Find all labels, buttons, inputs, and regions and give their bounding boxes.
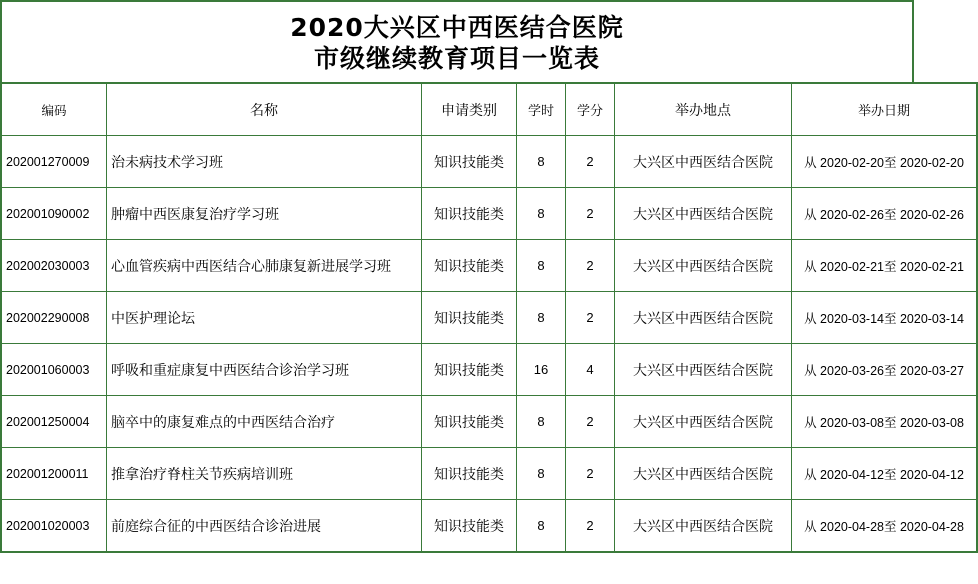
cell-credits: 2 [566,396,615,448]
cell-type: 知识技能类 [422,396,517,448]
cell-type: 知识技能类 [422,292,517,344]
table-row [1,396,977,448]
cell-type: 知识技能类 [422,344,517,396]
cell-type: 知识技能类 [422,500,517,553]
table-row [1,188,977,240]
cell-place: 大兴区中西医结合医院 [615,240,792,292]
cell-place: 大兴区中西医结合医院 [615,136,792,188]
cell-code: 202002290008 [1,292,107,344]
courses-table [0,82,978,553]
cell-code: 202001090002 [1,188,107,240]
cell-name: 推拿治疗脊柱关节疾病培训班 [107,448,422,500]
cell-name: 脑卒中的康复难点的中西医结合治疗 [107,396,422,448]
cell-place: 大兴区中西医结合医院 [615,500,792,553]
column-header-name: 名称 [107,83,422,136]
table-row [1,344,977,396]
cell-name: 中医护理论坛 [107,292,422,344]
column-header-credits: 学分 [566,83,615,136]
cell-hours: 8 [517,448,566,500]
cell-code: 202001060003 [1,344,107,396]
column-header-hours: 学时 [517,83,566,136]
cell-date: 从 2020-02-21至 2020-02-21 [792,240,978,292]
cell-credits: 2 [566,136,615,188]
page-title-line-2: 市级继续教育项目一览表 [313,44,600,73]
cell-date: 从 2020-04-28至 2020-04-28 [792,500,978,553]
cell-code: 202002030003 [1,240,107,292]
cell-hours: 8 [517,292,566,344]
cell-date: 从 2020-02-26至 2020-02-26 [792,188,978,240]
table-body [1,136,977,553]
cell-credits: 2 [566,448,615,500]
cell-hours: 8 [517,240,566,292]
cell-name: 治未病技术学习班 [107,136,422,188]
cell-name: 心血管疾病中西医结合心肺康复新进展学习班 [107,240,422,292]
cell-name: 前庭综合征的中西医结合诊治进展 [107,500,422,553]
table-row [1,240,977,292]
cell-place: 大兴区中西医结合医院 [615,344,792,396]
cell-place: 大兴区中西医结合医院 [615,292,792,344]
document-title-block [0,0,914,82]
cell-credits: 2 [566,500,615,553]
cell-hours: 8 [517,136,566,188]
cell-place: 大兴区中西医结合医院 [615,448,792,500]
column-header-code: 编码 [1,83,107,136]
cell-code: 202001020003 [1,500,107,553]
cell-date: 从 2020-02-20至 2020-02-20 [792,136,978,188]
table-row [1,500,977,553]
table-header [1,83,977,136]
cell-type: 知识技能类 [422,188,517,240]
cell-code: 202001200011 [1,448,107,500]
cell-place: 大兴区中西医结合医院 [615,396,792,448]
cell-date: 从 2020-03-26至 2020-03-27 [792,344,978,396]
cell-credits: 4 [566,344,615,396]
cell-name: 呼吸和重症康复中西医结合诊治学习班 [107,344,422,396]
cell-name: 肿瘤中西医康复治疗学习班 [107,188,422,240]
cell-code: 202001270009 [1,136,107,188]
cell-hours: 8 [517,188,566,240]
table-row [1,292,977,344]
cell-type: 知识技能类 [422,448,517,500]
page-title-line-1: 2020大兴区中西医结合医院 [290,13,624,42]
table-row [1,448,977,500]
cell-date: 从 2020-03-14至 2020-03-14 [792,292,978,344]
cell-date: 从 2020-04-12至 2020-04-12 [792,448,978,500]
cell-hours: 16 [517,344,566,396]
table-row [1,136,977,188]
cell-place: 大兴区中西医结合医院 [615,188,792,240]
cell-hours: 8 [517,500,566,553]
cell-date: 从 2020-03-08至 2020-03-08 [792,396,978,448]
column-header-place: 举办地点 [615,83,792,136]
cell-credits: 2 [566,188,615,240]
cell-hours: 8 [517,396,566,448]
column-header-date: 举办日期 [792,83,978,136]
cell-credits: 2 [566,292,615,344]
column-header-type: 申请类别 [422,83,517,136]
cell-type: 知识技能类 [422,240,517,292]
cell-code: 202001250004 [1,396,107,448]
cell-type: 知识技能类 [422,136,517,188]
cell-credits: 2 [566,240,615,292]
table-header-row [1,83,977,136]
